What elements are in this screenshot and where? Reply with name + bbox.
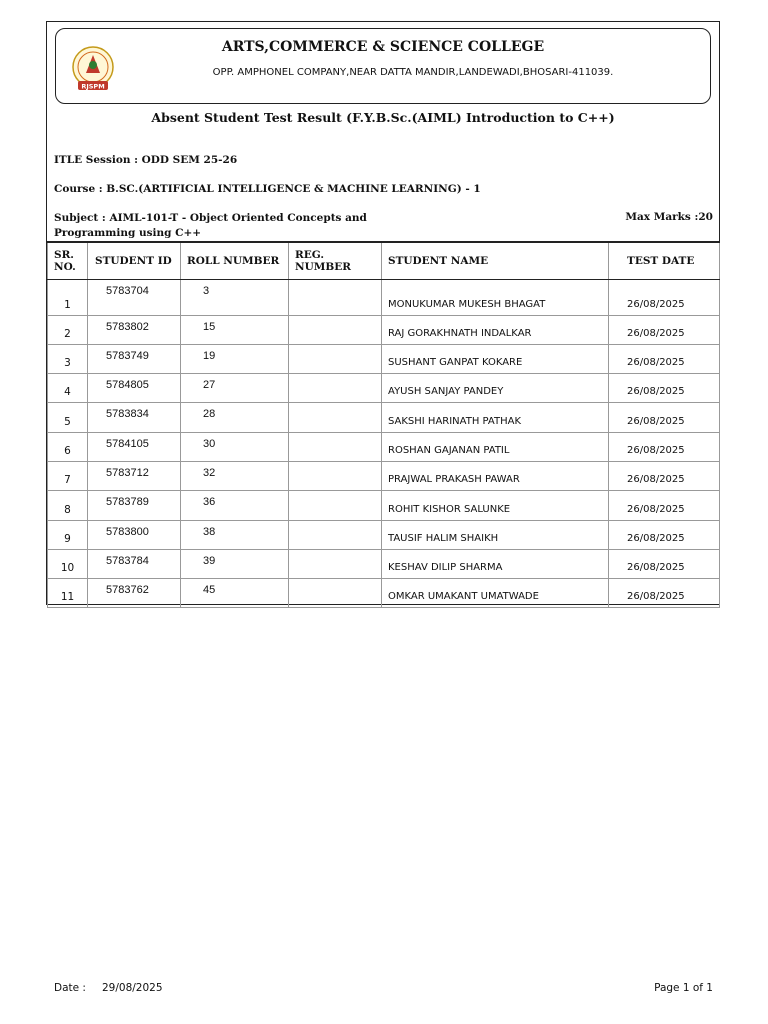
reg-number-cell [289, 374, 382, 403]
student-id-cell: 5784105 [88, 432, 181, 461]
student-name-cell: SUSHANT GANPAT KOKARE [382, 344, 609, 373]
student-id-cell: 5783704 [88, 279, 181, 315]
student-id-cell: 5783834 [88, 403, 181, 432]
logo-text: RJSPM [81, 82, 105, 91]
footer-date-value: 29/08/2025 [101, 982, 163, 994]
table-row [48, 579, 720, 608]
student-name-cell: AYUSH SANJAY PANDEY [382, 374, 609, 403]
table-row [48, 520, 720, 549]
sr-no-cell: 7 [48, 461, 88, 490]
student-id-cell: 5783749 [88, 344, 181, 373]
test-date-cell: 26/08/2025 [609, 403, 720, 432]
header-reg-number: REG. NUMBER [289, 242, 382, 279]
test-date-cell: 26/08/2025 [609, 315, 720, 344]
table-row [48, 403, 720, 432]
test-date-cell: 26/08/2025 [609, 491, 720, 520]
table-row [48, 344, 720, 373]
sr-no-cell: 8 [48, 491, 88, 520]
reg-number-cell [289, 432, 382, 461]
student-name-cell: OMKAR UMAKANT UMATWADE [382, 579, 609, 608]
report-title: Absent Student Test Result (F.Y.B.Sc.(AIML) Introduction to C++) [151, 110, 615, 125]
student-id-cell: 5784805 [88, 374, 181, 403]
course-info: Course : B.SC.(ARTIFICIAL INTELLIGENCE & MACHINE LEARNING) - 1 [54, 183, 481, 195]
page-number: Page 1 of 1 [654, 982, 713, 994]
reg-number-cell [289, 549, 382, 578]
sr-no-cell: 10 [48, 549, 88, 578]
subject-info: Subject : AIML-101-T - Object Oriented Concepts and Programming using C++ [54, 212, 367, 239]
student-id-cell: 5783762 [88, 579, 181, 608]
header-sr-no: SR. NO. [48, 242, 88, 279]
student-id-cell: 5783789 [88, 491, 181, 520]
report-frame [46, 21, 720, 605]
college-header [55, 28, 711, 104]
header-student-name: STUDENT NAME [382, 242, 609, 279]
reg-number-cell [289, 461, 382, 490]
table-row [48, 374, 720, 403]
test-date-cell: 26/08/2025 [609, 374, 720, 403]
table-row [48, 491, 720, 520]
student-name-cell: ROHIT KISHOR SALUNKE [382, 491, 609, 520]
student-id-cell: 5783712 [88, 461, 181, 490]
footer-date [54, 982, 179, 994]
table-row [48, 461, 720, 490]
sr-no-cell: 6 [48, 432, 88, 461]
student-name-cell: TAUSIF HALIM SHAIKH [382, 520, 609, 549]
sr-no-cell: 3 [48, 344, 88, 373]
reg-number-cell [289, 403, 382, 432]
roll-number-cell: 30 [181, 432, 289, 461]
test-date-cell: 26/08/2025 [609, 520, 720, 549]
footer-date-label: Date : [54, 982, 86, 994]
test-date-cell: 26/08/2025 [609, 279, 720, 315]
college-name: ARTS,COMMERCE & SCIENCE COLLEGE [221, 39, 545, 55]
student-id-cell: 5783800 [88, 520, 181, 549]
roll-number-cell: 3 [181, 279, 289, 315]
student-name-cell: KESHAV DILIP SHARMA [382, 549, 609, 578]
test-date-cell: 26/08/2025 [609, 344, 720, 373]
table-header-row [48, 242, 720, 279]
sr-no-cell: 2 [48, 315, 88, 344]
header-student-id: STUDENT ID [88, 242, 181, 279]
student-name-cell: ROSHAN GAJANAN PATIL [382, 432, 609, 461]
roll-number-cell: 38 [181, 520, 289, 549]
table-row [48, 315, 720, 344]
test-date-cell: 26/08/2025 [609, 461, 720, 490]
table-body [48, 279, 720, 608]
test-date-cell: 26/08/2025 [609, 549, 720, 578]
table-row [48, 279, 720, 315]
roll-number-cell: 28 [181, 403, 289, 432]
student-name-cell: PRAJWAL PRAKASH PAWAR [382, 461, 609, 490]
student-id-cell: 5783784 [88, 549, 181, 578]
table-row [48, 432, 720, 461]
student-name-cell: RAJ GORAKHNATH INDALKAR [382, 315, 609, 344]
student-name-cell: MONUKUMAR MUKESH BHAGAT [382, 279, 609, 315]
reg-number-cell [289, 520, 382, 549]
college-address: OPP. AMPHONEL COMPANY,NEAR DATTA MANDIR,LANDEWADI,BHOSARI-411039. [212, 67, 614, 78]
sr-no-cell: 5 [48, 403, 88, 432]
reg-number-cell [289, 491, 382, 520]
roll-number-cell: 36 [181, 491, 289, 520]
student-id-cell: 5783802 [88, 315, 181, 344]
header-roll-number: ROLL NUMBER [181, 242, 289, 279]
header-test-date: TEST DATE [609, 242, 720, 279]
student-name-cell: SAKSHI HARINATH PATHAK [382, 403, 609, 432]
table-row [48, 549, 720, 578]
roll-number-cell: 15 [181, 315, 289, 344]
sr-no-cell: 1 [48, 279, 88, 315]
sr-no-cell: 11 [48, 579, 88, 608]
reg-number-cell [289, 344, 382, 373]
absent-students-table [47, 241, 720, 608]
roll-number-cell: 45 [181, 579, 289, 608]
sr-no-cell: 4 [48, 374, 88, 403]
reg-number-cell [289, 315, 382, 344]
roll-number-cell: 39 [181, 549, 289, 578]
reg-number-cell [289, 579, 382, 608]
session-info: ITLE Session : ODD SEM 25-26 [54, 154, 238, 166]
roll-number-cell: 19 [181, 344, 289, 373]
max-marks: Max Marks :20 [625, 211, 713, 223]
sr-no-cell: 9 [48, 520, 88, 549]
roll-number-cell: 32 [181, 461, 289, 490]
test-date-cell: 26/08/2025 [609, 579, 720, 608]
test-date-cell: 26/08/2025 [609, 432, 720, 461]
roll-number-cell: 27 [181, 374, 289, 403]
reg-number-cell [289, 279, 382, 315]
